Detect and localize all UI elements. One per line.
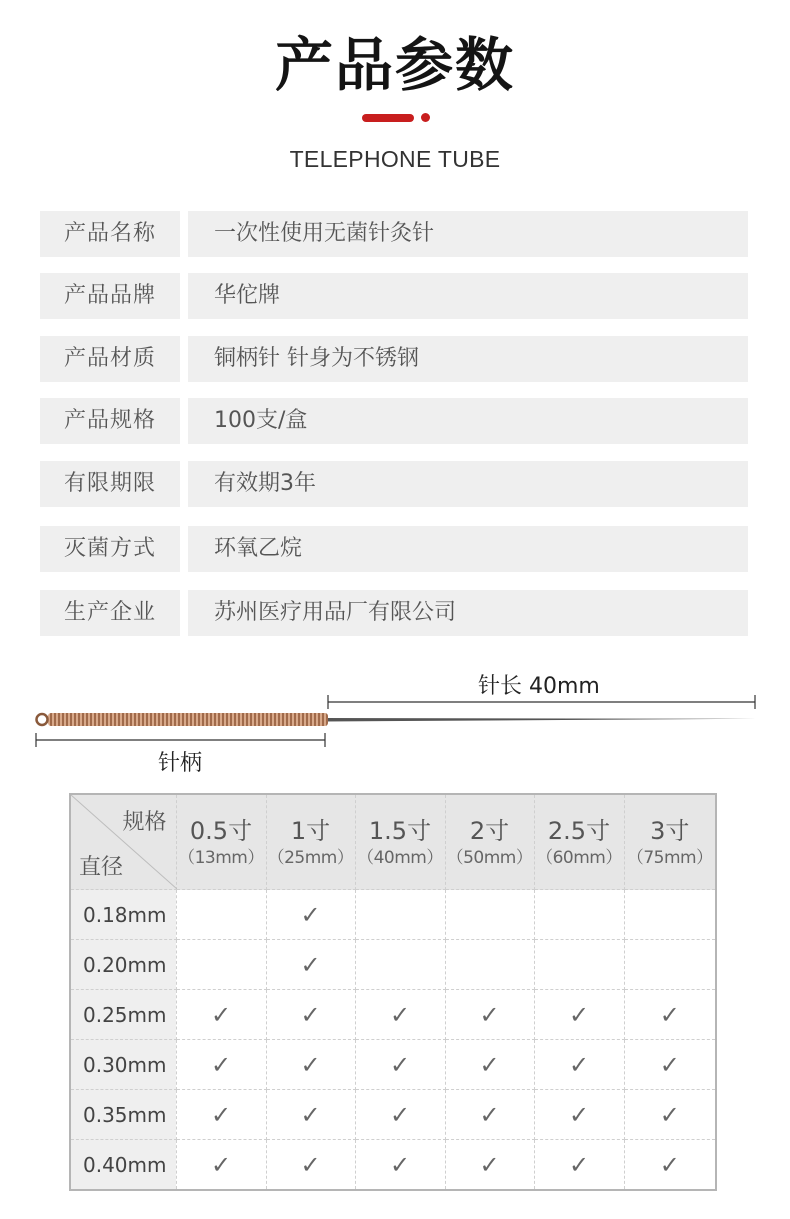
param-key: 生产企业 [40, 590, 180, 636]
param-key: 产品品牌 [40, 273, 180, 319]
table-row [70, 1090, 716, 1140]
check-icon: ✓ [568, 1150, 590, 1179]
availability-cell [266, 890, 355, 940]
spec-column-header [445, 794, 534, 890]
check-icon: ✓ [389, 1150, 411, 1179]
check-icon: ✓ [300, 900, 321, 929]
check-icon: ✓ [389, 1100, 411, 1129]
availability-cell [176, 1090, 266, 1140]
check-icon: ✓ [210, 1050, 232, 1079]
check-icon: ✓ [300, 950, 321, 979]
availability-cell [266, 1040, 355, 1090]
availability-cell [355, 1140, 445, 1191]
spec-table-corner [70, 794, 176, 890]
needle-illustration [0, 660, 790, 780]
check-icon: ✓ [389, 1000, 411, 1029]
availability-cell [355, 890, 445, 940]
param-key: 产品规格 [40, 398, 180, 444]
spec-table [69, 793, 717, 1191]
availability-cell [266, 990, 355, 1040]
availability-cell [176, 890, 266, 940]
check-icon: ✓ [659, 1000, 680, 1029]
availability-cell [534, 940, 624, 990]
check-icon: ✓ [659, 1050, 680, 1079]
corner-label-spec: 规格 [122, 810, 167, 835]
spec-length-cun: 0.5寸 [189, 817, 253, 845]
spec-column-header [534, 794, 624, 890]
availability-cell [445, 890, 534, 940]
diameter-cell: 0.40mm [70, 1140, 176, 1191]
availability-cell [534, 890, 624, 940]
availability-cell [624, 940, 716, 990]
param-value: 环氧乙烷 [188, 526, 748, 572]
availability-cell [445, 1140, 534, 1191]
spec-length-mm: （50mm） [446, 848, 533, 868]
spec-length-cun: 2寸 [469, 817, 510, 845]
check-icon: ✓ [300, 1100, 321, 1129]
param-value: 一次性使用无菌针灸针 [188, 211, 748, 257]
page-subtitle: TELEPHONE TUBE [289, 146, 501, 172]
availability-cell [355, 990, 445, 1040]
param-row [40, 526, 748, 572]
title-accent-dot [421, 113, 430, 122]
param-key: 产品材质 [40, 336, 180, 382]
check-icon: ✓ [659, 1100, 680, 1129]
availability-cell [624, 1040, 716, 1090]
param-key: 有限期限 [40, 461, 180, 507]
availability-cell [624, 1090, 716, 1140]
check-icon: ✓ [300, 1050, 321, 1079]
availability-cell [266, 1140, 355, 1191]
table-row [70, 940, 716, 990]
availability-cell [534, 1090, 624, 1140]
check-icon: ✓ [659, 1150, 680, 1179]
table-row [70, 990, 716, 1040]
spec-length-cun: 1.5寸 [368, 817, 432, 845]
availability-cell [445, 1040, 534, 1090]
param-key: 产品名称 [40, 211, 180, 257]
spec-column-header [176, 794, 266, 890]
availability-cell [355, 940, 445, 990]
spec-column-header [355, 794, 445, 890]
param-row [40, 273, 748, 319]
spec-length-mm: （13mm） [178, 848, 264, 868]
param-row [40, 590, 748, 636]
check-icon: ✓ [300, 1000, 321, 1029]
spec-length-cun: 1寸 [290, 817, 331, 845]
diameter-cell: 0.30mm [70, 1040, 176, 1090]
check-icon: ✓ [479, 1000, 500, 1029]
check-icon: ✓ [568, 1000, 590, 1029]
spec-length-mm: （60mm） [536, 848, 622, 868]
param-value: 苏州医疗用品厂有限公司 [188, 590, 748, 636]
needle-length-label: 针长 40mm [478, 674, 600, 699]
param-row [40, 461, 748, 507]
diameter-cell: 0.20mm [70, 940, 176, 990]
availability-cell [534, 990, 624, 1040]
check-icon: ✓ [210, 1000, 232, 1029]
param-value: 铜柄针 针身为不锈钢 [188, 336, 748, 382]
availability-cell [624, 1140, 716, 1191]
title-accent-bar [362, 114, 414, 122]
check-icon: ✓ [210, 1150, 232, 1179]
availability-cell [176, 990, 266, 1040]
table-row [70, 890, 716, 940]
param-row [40, 211, 748, 257]
availability-cell [445, 940, 534, 990]
check-icon: ✓ [479, 1100, 500, 1129]
needle-diagram [0, 660, 790, 780]
spec-table-header [70, 794, 716, 890]
spec-length-mm: （25mm） [267, 848, 354, 868]
availability-cell [624, 890, 716, 940]
spec-length-cun: 2.5寸 [547, 817, 611, 845]
check-icon: ✓ [568, 1050, 590, 1079]
availability-cell [534, 1140, 624, 1191]
availability-cell [355, 1040, 445, 1090]
check-icon: ✓ [479, 1050, 500, 1079]
availability-cell [445, 1090, 534, 1140]
spec-length-mm: （75mm） [626, 848, 713, 868]
check-icon: ✓ [389, 1050, 411, 1079]
diameter-cell: 0.35mm [70, 1090, 176, 1140]
check-icon: ✓ [300, 1150, 321, 1179]
param-value: 100支/盒 [188, 398, 748, 444]
table-row [70, 1140, 716, 1191]
table-row [70, 1040, 716, 1090]
spec-length-cun: 3寸 [650, 817, 690, 845]
param-row [40, 336, 748, 382]
spec-length-mm: （40mm） [357, 848, 443, 868]
availability-cell [534, 1040, 624, 1090]
param-key: 灭菌方式 [40, 526, 180, 572]
spec-column-header [266, 794, 355, 890]
check-icon: ✓ [479, 1150, 500, 1179]
corner-label-diameter: 直径 [79, 855, 124, 880]
param-row [40, 398, 748, 444]
param-value: 华佗牌 [188, 273, 748, 319]
availability-cell [445, 990, 534, 1040]
spec-column-header [624, 794, 716, 890]
availability-cell [266, 940, 355, 990]
diameter-cell: 0.25mm [70, 990, 176, 1040]
check-icon: ✓ [210, 1100, 232, 1129]
availability-cell [176, 940, 266, 990]
availability-cell [266, 1090, 355, 1140]
diameter-cell: 0.18mm [70, 890, 176, 940]
page-title: 产品参数 [274, 31, 515, 99]
availability-cell [176, 1040, 266, 1090]
availability-cell [355, 1090, 445, 1140]
needle-handle-label: 针柄 [158, 751, 203, 776]
param-value: 有效期3年 [188, 461, 748, 507]
check-icon: ✓ [568, 1100, 590, 1129]
availability-cell [176, 1140, 266, 1191]
availability-cell [624, 990, 716, 1040]
